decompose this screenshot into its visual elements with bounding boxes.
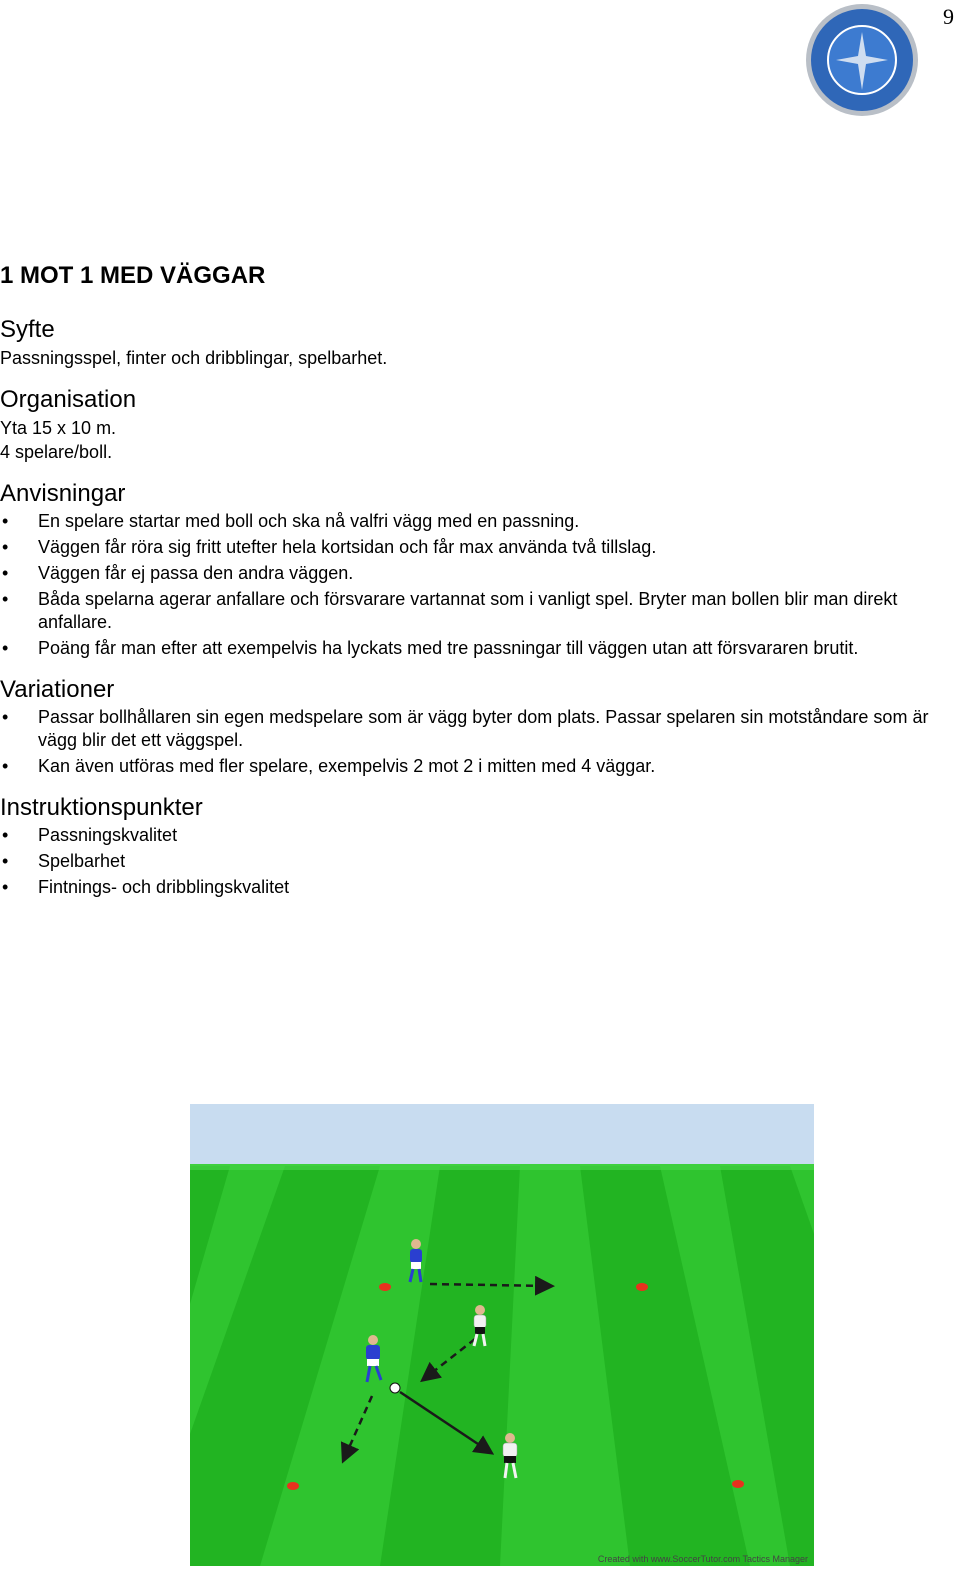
organisation-line: 4 spelare/boll. — [0, 442, 113, 462]
syfte-line: Passningsspel, finter och dribblingar, spelbarhet. — [0, 348, 388, 368]
document-body — [0, 262, 930, 915]
syfte-heading: Syfte — [0, 316, 55, 343]
instruktionspunkter-heading: Instruktionspunkter — [0, 794, 203, 821]
list-item: • Spelbarhet — [0, 850, 930, 873]
drill-diagram — [190, 1104, 814, 1566]
section-anvisningar — [0, 480, 930, 660]
cone — [379, 1283, 391, 1291]
list-item: • Väggen får röra sig fritt utefter hela kortsidan och får max använda två tillslag. — [0, 536, 930, 559]
section-organisation — [0, 386, 930, 464]
list-item: • Kan även utföras med fler spelare, exempelvis 2 mot 2 i mitten med 4 väggar. — [0, 755, 930, 778]
list-item: • Passningskvalitet — [0, 824, 930, 847]
organisation-heading: Organisation — [0, 386, 137, 413]
pitch-illustration — [190, 1104, 814, 1566]
page-title: 1 MOT 1 MED VÄGGAR — [0, 262, 266, 289]
list-item: • Väggen får ej passa den andra väggen. — [0, 562, 930, 585]
list-item: • Passar bollhållaren sin egen medspelare som är vägg byter dom plats. Passar spelaren sin motståndare som är vägg blir det ett väggspel. — [0, 706, 930, 752]
section-syfte — [0, 316, 930, 370]
cone — [732, 1480, 744, 1488]
cone — [636, 1283, 648, 1291]
section-instruktionspunkter — [0, 794, 930, 899]
list-item: • Båda spelarna agerar anfallare och försvarare vartannat som i vanligt spel. Bryter man bollen blir man direkt anfallare. — [0, 588, 930, 634]
list-item: • En spelare startar med boll och ska nå valfri vägg med en passning. — [0, 510, 930, 533]
ball — [390, 1383, 400, 1393]
club-logo — [804, 2, 920, 118]
anvisningar-list — [0, 510, 930, 660]
list-item: • Poäng får man efter att exempelvis ha lyckats med tre passningar till väggen utan att försvararen brutit. — [0, 637, 930, 660]
instruktionspunkter-list — [0, 824, 930, 899]
anvisningar-heading: Anvisningar — [0, 480, 126, 507]
variationer-list — [0, 706, 930, 778]
cone — [287, 1482, 299, 1490]
section-variationer — [0, 676, 930, 778]
list-item: • Fintnings- och dribblingskvalitet — [0, 876, 930, 899]
sky — [190, 1104, 814, 1174]
organisation-line: Yta 15 x 10 m. — [0, 418, 117, 438]
page-number: 9 — [943, 4, 954, 29]
variationer-heading: Variationer — [0, 676, 115, 703]
diagram-credit: Created with www.SoccerTutor.com Tactics Manager — [597, 1554, 808, 1564]
grass-horizon — [190, 1164, 814, 1170]
ifk-lidingo-badge-icon — [804, 2, 920, 118]
